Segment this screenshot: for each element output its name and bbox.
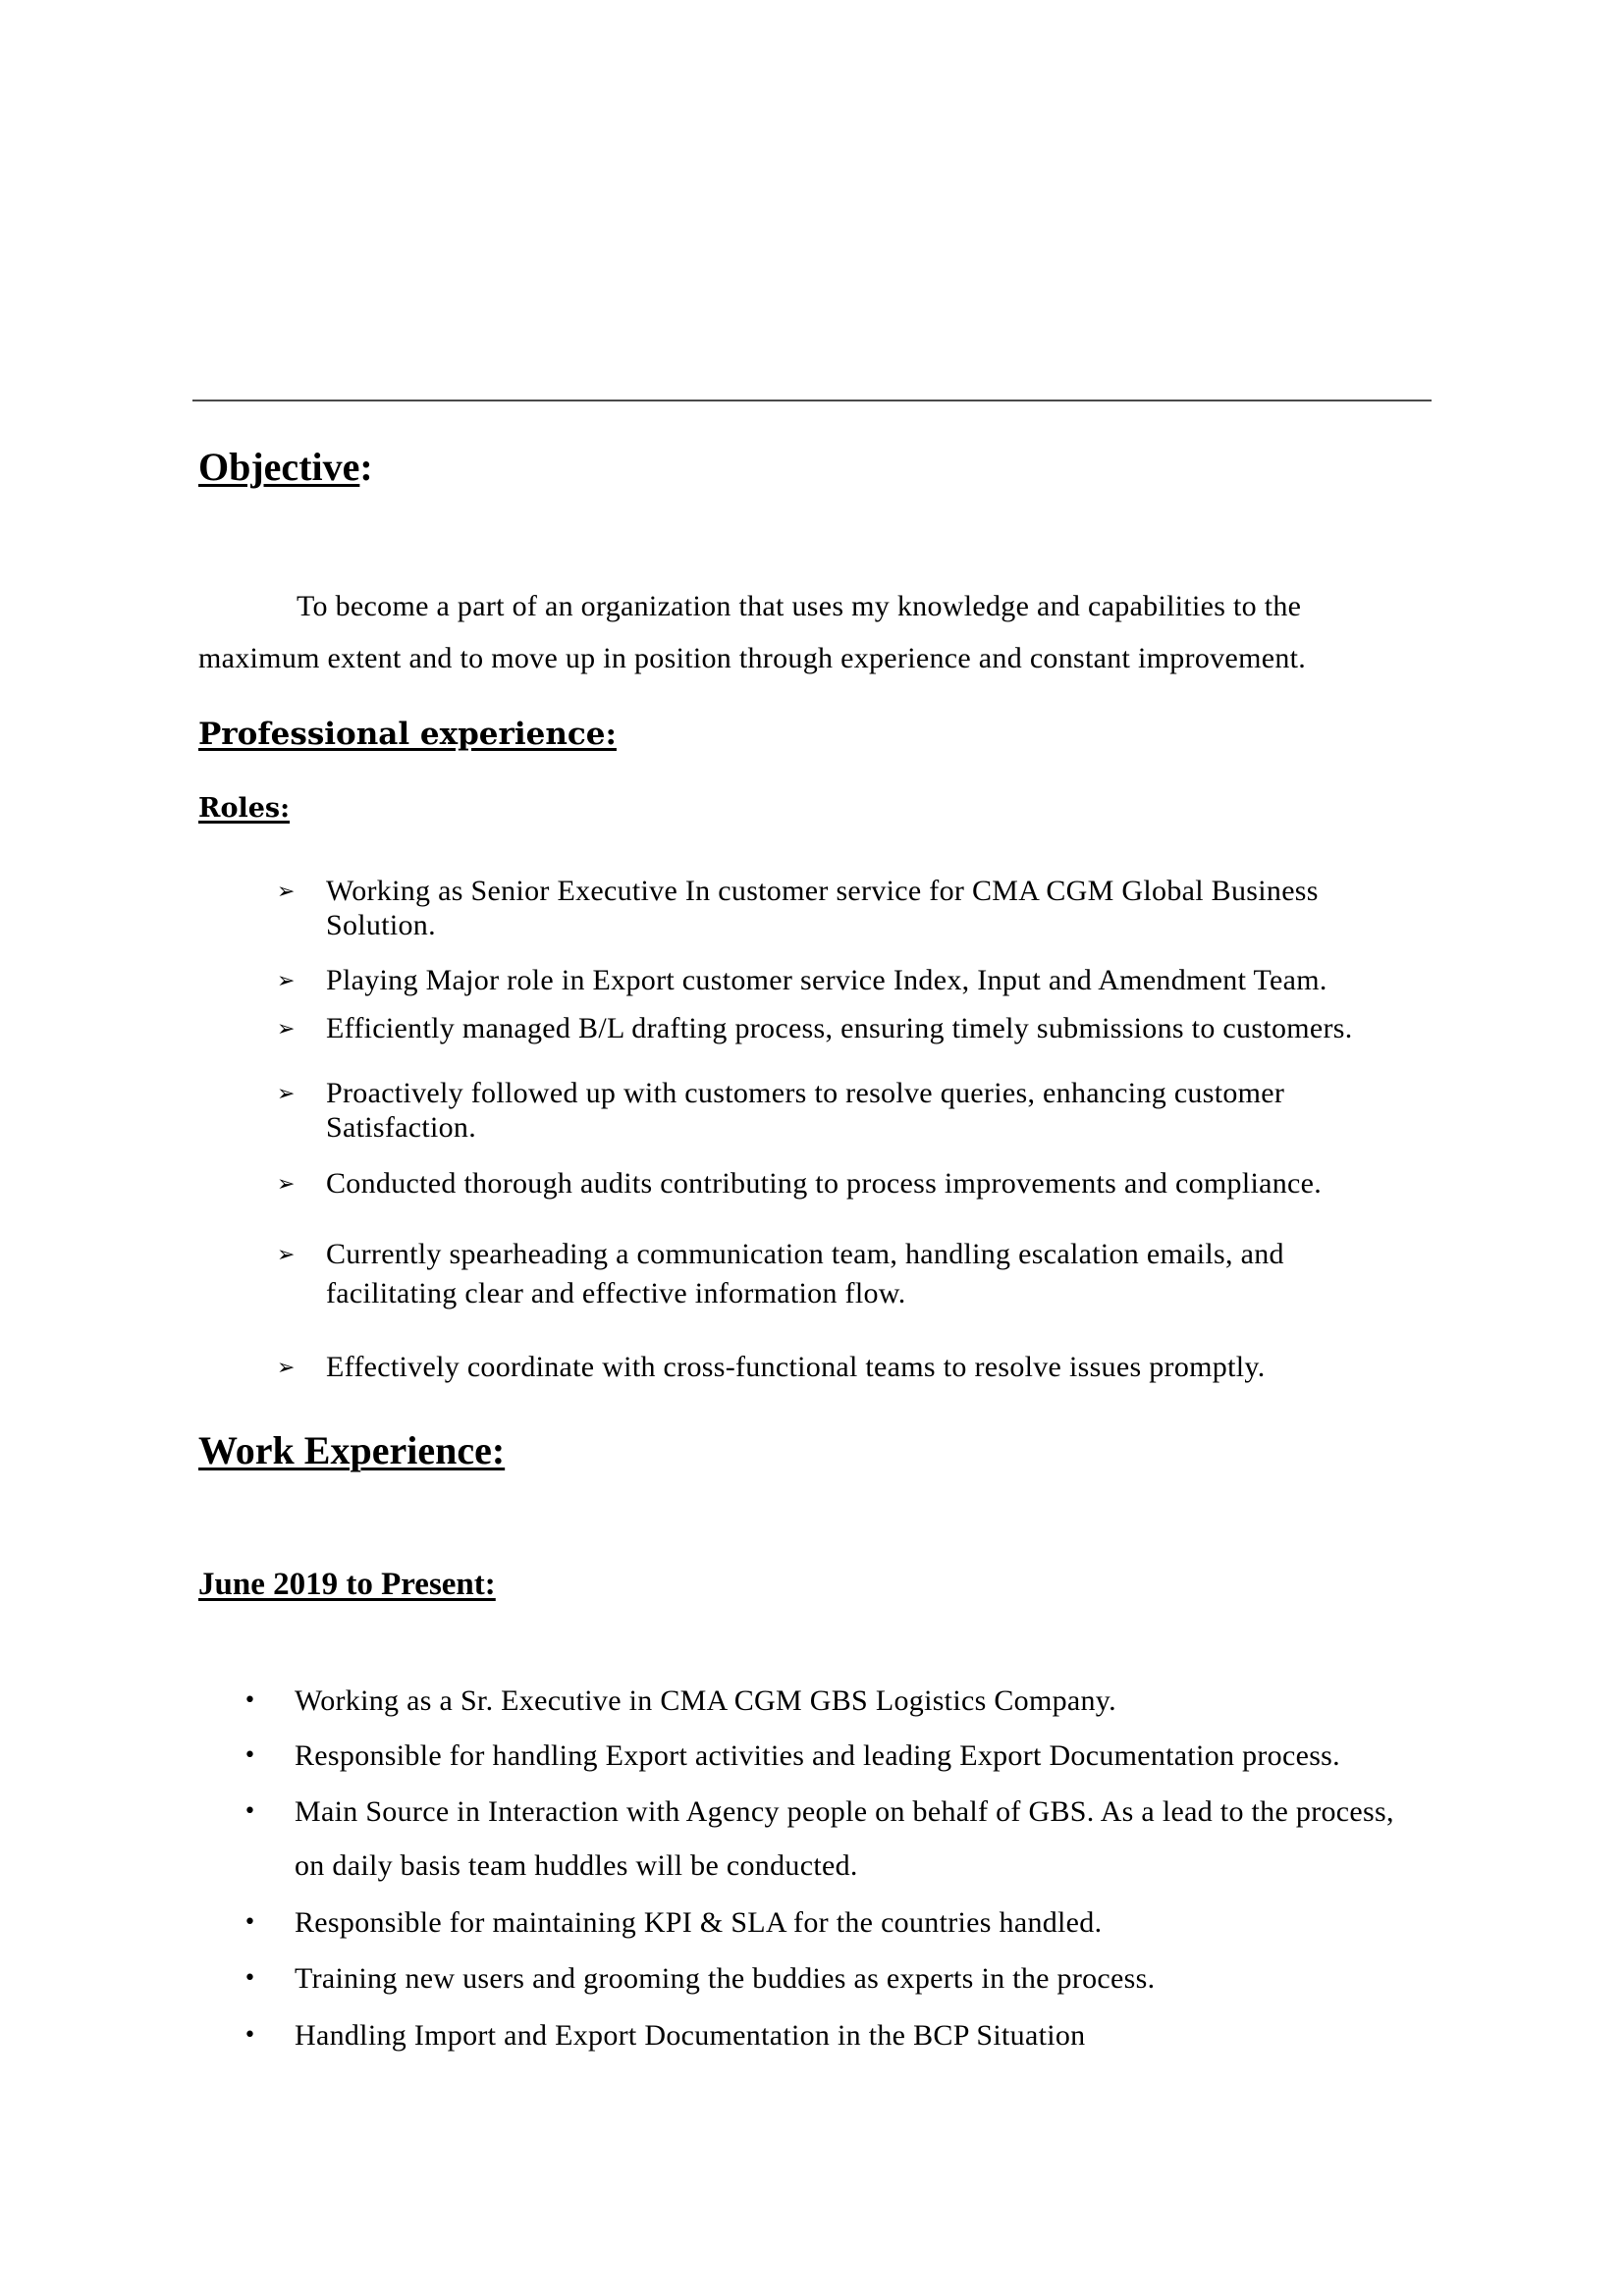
objective-heading-text: Objective bbox=[198, 445, 360, 489]
work-item-3-line-1: Main Source in Interaction with Agency people on behalf of GBS. As a lead to the process, bbox=[295, 1795, 1394, 1828]
arrow-bullet-icon: ➢ bbox=[277, 880, 296, 904]
period-heading: June 2019 to Present: bbox=[198, 1567, 496, 1602]
objective-paragraph-line-2: maximum extent and to move up in position through experience and constant improvement. bbox=[198, 642, 1307, 674]
arrow-bullet-icon: ➢ bbox=[277, 969, 296, 993]
role-2-line-1: Playing Major role in Export customer service Index, Input and Amendment Team. bbox=[326, 964, 1327, 996]
dot-bullet-icon: • bbox=[244, 1743, 256, 1768]
role-1-line-2: Solution. bbox=[326, 909, 436, 941]
work-experience-heading: Work Experience: bbox=[198, 1428, 506, 1472]
dot-bullet-icon: • bbox=[244, 1688, 256, 1713]
dot-bullet-icon: • bbox=[244, 1799, 256, 1824]
role-6-line-1: Currently spearheading a communication team, handling escalation emails, and bbox=[326, 1238, 1284, 1270]
role-7-line-1: Effectively coordinate with cross-functional teams to resolve issues promptly. bbox=[326, 1351, 1266, 1383]
objective-paragraph-line-1: To become a part of an organization that uses my knowledge and capabilities to the bbox=[297, 590, 1302, 622]
arrow-bullet-icon: ➢ bbox=[277, 1082, 296, 1106]
professional-experience-heading: Professional experience: bbox=[198, 717, 617, 752]
work-item-6-line-1: Handling Import and Export Documentation in the BCP Situation bbox=[295, 2019, 1086, 2052]
role-5-line-1: Conducted thorough audits contributing to process improvements and compliance. bbox=[326, 1167, 1323, 1200]
objective-heading-colon: : bbox=[359, 445, 373, 489]
arrow-bullet-icon: ➢ bbox=[277, 1017, 296, 1041]
horizontal-divider bbox=[192, 400, 1432, 401]
work-item-2-line-1: Responsible for handling Export activities and leading Export Documentation process. bbox=[295, 1739, 1340, 1772]
arrow-bullet-icon: ➢ bbox=[277, 1356, 296, 1380]
role-1-line-1: Working as Senior Executive In customer service for CMA CGM Global Business bbox=[326, 875, 1319, 907]
work-item-5-line-1: Training new users and grooming the buddies as experts in the process. bbox=[295, 1962, 1156, 1995]
work-item-1-line-1: Working as a Sr. Executive in CMA CGM GBS Logistics Company. bbox=[295, 1684, 1116, 1717]
dot-bullet-icon: • bbox=[244, 2023, 256, 2048]
role-4-line-2: Satisfaction. bbox=[326, 1111, 477, 1144]
role-6-line-2: facilitating clear and effective information flow. bbox=[326, 1277, 906, 1309]
role-4-line-1: Proactively followed up with customers to resolve queries, enhancing customer bbox=[326, 1077, 1285, 1109]
roles-heading: Roles: bbox=[198, 793, 291, 824]
arrow-bullet-icon: ➢ bbox=[277, 1172, 296, 1197]
role-3-line-1: Efficiently managed B/L drafting process, ensuring timely submissions to customers. bbox=[326, 1012, 1353, 1044]
work-item-3-line-2: on daily basis team huddles will be conducted. bbox=[295, 1849, 858, 1882]
dot-bullet-icon: • bbox=[244, 1966, 256, 1991]
dot-bullet-icon: • bbox=[244, 1910, 256, 1935]
objective-heading bbox=[198, 445, 373, 489]
arrow-bullet-icon: ➢ bbox=[277, 1243, 296, 1267]
work-item-4-line-1: Responsible for maintaining KPI & SLA for the countries handled. bbox=[295, 1906, 1103, 1939]
